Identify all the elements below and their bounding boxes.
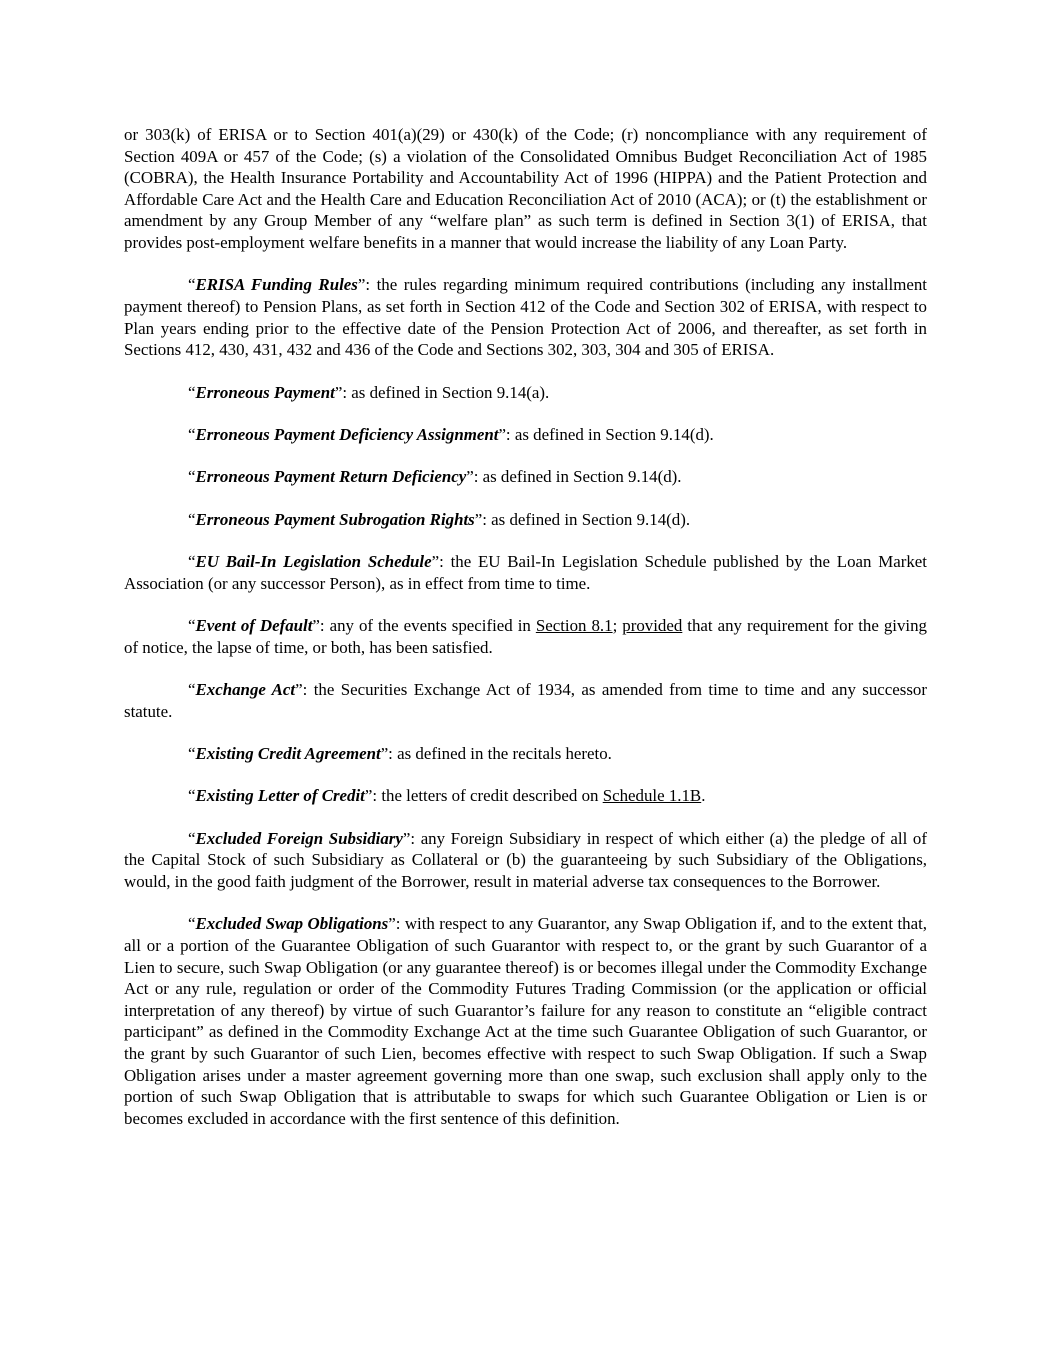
- close-quote: ”:: [474, 509, 487, 529]
- intro-continuation-paragraph: or 303(k) of ERISA or to Section 401(a)(29) or 430(k) of the Code; (r) noncompliance with any requirement of Section 409A or 457 of the Code; (s) a violation of the Consolidated Omnibus Budget Reconciliation Act of 1985 (COBRA), the Health Insurance Portability and Accountability Act of 1996 (HIPPA) and the Patient Protection and Affordable Care Act and the Health Care and Education Reconciliation Act of 2010 (ACA); or (t) the establishment or amendment by any Group Member of any “welfare plan” as such term is defined in Section 3(1) of ERISA, that provides post-employment welfare benefits in a manner that would increase the liability of any Loan Party.: [124, 125, 927, 252]
- open-quote: “: [188, 828, 196, 848]
- schedule-1-1b-reference: Schedule 1.1B: [602, 786, 702, 806]
- definition-text: ;: [612, 616, 623, 636]
- defined-term: Excluded Swap Obligations: [195, 914, 389, 934]
- open-quote: “: [188, 382, 196, 402]
- definition-event-of-default: [124, 615, 927, 658]
- defined-term: Excluded Foreign Subsidiary: [195, 828, 403, 848]
- definition-text: the letters of credit described on: [377, 786, 603, 806]
- defined-term: Erroneous Payment Subrogation Rights: [195, 509, 475, 529]
- close-quote: ”:: [498, 424, 511, 444]
- open-quote: “: [188, 467, 196, 487]
- open-quote: “: [188, 744, 196, 764]
- definition-text: any Foreign Subsidiary in respect of which either (a) the pledge of all of the Capital Stock of such Subsidiary as Collateral or (b) the guaranteeing by such Subsidiary of the Obligations, would, in the good faith judgment of the Borrower, result in material adverse tax consequences to the Borrower.: [124, 828, 927, 892]
- definition-existing-letter-of-credit: [124, 785, 927, 807]
- defined-term: Existing Letter of Credit: [195, 786, 365, 806]
- definition-eu-bail-in-legislation-schedule: [124, 551, 927, 594]
- definition-excluded-foreign-subsidiary: [124, 828, 927, 893]
- provided-emphasis: provided: [622, 616, 683, 636]
- definition-text: as defined in Section 9.14(a).: [347, 382, 550, 402]
- close-quote: ”:: [466, 467, 479, 487]
- definition-text: as defined in Section 9.14(d).: [486, 509, 691, 529]
- open-quote: “: [188, 552, 196, 572]
- section-8-1-reference: Section 8.1: [535, 616, 613, 636]
- defined-term: Event of Default: [195, 616, 313, 636]
- defined-term: Existing Credit Agreement: [195, 744, 381, 764]
- definition-text: the rules regarding minimum required contributions (including any installment payment thereof) to Pension Plans, as set forth in Section 412 of the Code and Section 302 of ERISA, with respect to Plan years ending prior to the effective date of the Pension Protection Act of 2006, and thereafter, as set forth in Sections 412, 430, 431, 432 and 436 of the Code and Sections 302, 303, 304 and 305 of ERISA.: [124, 275, 927, 360]
- definition-erroneous-payment-subrogation-rights: [124, 509, 927, 531]
- definition-erroneous-payment-return-deficiency: [124, 466, 927, 488]
- definition-exchange-act: [124, 679, 927, 722]
- defined-term: Erroneous Payment: [195, 382, 335, 402]
- close-quote: ”:: [364, 786, 378, 806]
- defined-term: ERISA Funding Rules: [195, 275, 358, 295]
- definition-text: any of the events specified in: [324, 616, 536, 636]
- open-quote: “: [188, 786, 196, 806]
- definition-text: .: [701, 786, 706, 806]
- open-quote: “: [188, 275, 196, 295]
- close-quote: ”:: [295, 680, 308, 700]
- open-quote: “: [188, 424, 196, 444]
- definition-text: as defined in Section 9.14(d).: [510, 424, 714, 444]
- open-quote: “: [188, 509, 196, 529]
- definition-text: that any requirement for the giving of notice, the lapse of time, or both, has been satisfied.: [124, 616, 927, 657]
- close-quote: ”:: [388, 914, 401, 934]
- definition-erroneous-payment-deficiency-assignment: [124, 424, 927, 446]
- definition-text: as defined in Section 9.14(d).: [478, 467, 682, 487]
- close-quote: ”:: [431, 552, 444, 572]
- open-quote: “: [188, 616, 196, 636]
- close-quote: ”:: [357, 275, 371, 295]
- definition-excluded-swap-obligations: [124, 913, 927, 1129]
- close-quote: ”:: [312, 616, 325, 636]
- defined-term: Exchange Act: [195, 680, 296, 700]
- defined-term: Erroneous Payment Deficiency Assignment: [195, 424, 499, 444]
- defined-term: EU Bail-In Legislation Schedule: [195, 552, 432, 572]
- close-quote: ”:: [402, 828, 416, 848]
- close-quote: ”:: [380, 744, 393, 764]
- definition-text: with respect to any Guarantor, any Swap Obligation if, and to the extent that, all or a portion of the Guarantee Obligation of such Guarantor with respect to, or the grant by such Guarantor of a Lien to secure, such Swap Obligation (or any guarantee thereof) is or becomes illegal under the Commodity Exchange Act or any rule, regulation or order of the Commodity Futures Trading Commission (or the application or official interpretation of any thereof) by virtue of such Guarantor’s failure for any reason to constitute an “eligible contract participant” as defined in the Commodity Exchange Act at the time such Guarantee Obligation of such Guarantor, or the grant by such Guarantor of such Lien, becomes effective with respect to such Swap Obligation. If such a Swap Obligation arises under a master agreement governing more than one swap, such exclusion shall apply only to the portion of such Swap Obligation that is attributable to swaps for which such Guarantee Obligation or Lien is or becomes excluded in accordance with the first sentence of this definition.: [124, 914, 927, 1128]
- definition-erroneous-payment: [124, 382, 927, 404]
- definition-existing-credit-agreement: [124, 743, 927, 765]
- definition-text: as defined in the recitals hereto.: [392, 744, 612, 764]
- open-quote: “: [188, 680, 196, 700]
- definition-text: the Securities Exchange Act of 1934, as amended from time to time and any successor statute.: [124, 680, 928, 721]
- close-quote: ”:: [334, 382, 348, 402]
- defined-term: Erroneous Payment Return Deficiency: [195, 467, 467, 487]
- document-page: [124, 124, 927, 1150]
- definition-erisa-funding-rules: [124, 274, 927, 360]
- definition-text: the EU Bail-In Legislation Schedule published by the Loan Market Association (or any successor Person), as in effect from time to time.: [124, 552, 927, 593]
- open-quote: “: [188, 914, 196, 934]
